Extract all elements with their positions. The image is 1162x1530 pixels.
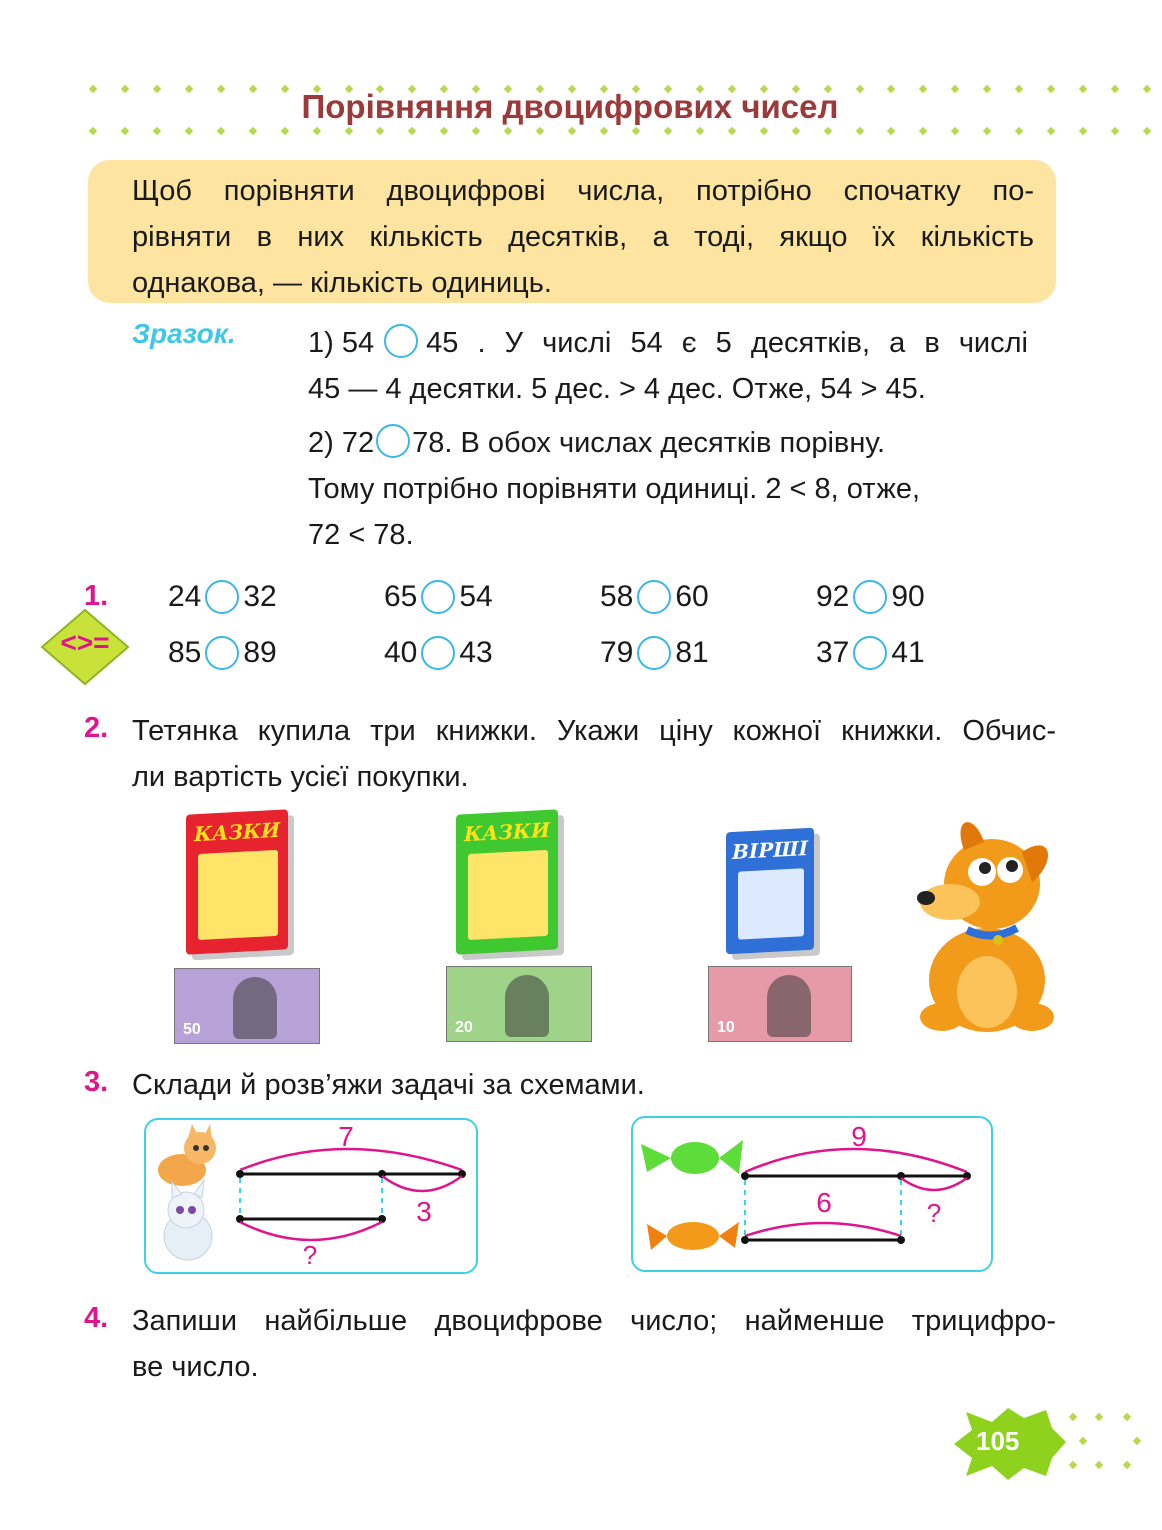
scheme-1-total: 7 xyxy=(338,1121,354,1152)
decor-dot xyxy=(664,127,672,135)
right-number: 54 xyxy=(459,580,493,613)
left-number: 58 xyxy=(600,580,634,613)
book-1 xyxy=(186,809,288,954)
scheme-2 xyxy=(631,1116,993,1272)
book-2 xyxy=(456,809,558,954)
task-4-number: 4. xyxy=(84,1302,109,1334)
banknote-portrait xyxy=(233,977,277,1039)
task-2-line-1: Тетянка купила три книжки. Укажи ціну кожної книжки. Обчис- xyxy=(132,715,1056,747)
rule-line-2: рівняти в них кількість десятків, а тоді, якщо їх кількість xyxy=(132,221,1034,253)
decor-dot xyxy=(472,127,480,135)
decor-dot xyxy=(312,127,320,135)
comparison-pair xyxy=(384,580,493,614)
decor-dot xyxy=(89,127,97,135)
decor-dot xyxy=(791,127,799,135)
decor-dot xyxy=(344,127,352,135)
cat-white-icon xyxy=(164,1180,212,1260)
task-4-line-2: ве число. xyxy=(132,1351,259,1383)
page-number: 105 xyxy=(976,1426,1020,1456)
decor-dot xyxy=(696,127,704,135)
decor-dot xyxy=(1143,127,1151,135)
book-title: ВІРШІ xyxy=(731,836,808,864)
right-number: 60 xyxy=(675,580,709,613)
comparison-circle[interactable] xyxy=(637,580,671,614)
book-cover-art xyxy=(738,868,804,939)
comparison-circle[interactable] xyxy=(376,424,410,458)
decor-dot xyxy=(600,127,608,135)
scheme-2-part: 6 xyxy=(816,1187,832,1218)
rule-text xyxy=(132,168,1034,306)
banknote-value: 50 xyxy=(183,1021,201,1038)
sample-ex2-left: 2) 72 xyxy=(308,427,375,459)
left-number: 37 xyxy=(816,636,850,669)
cat-orange-icon xyxy=(158,1124,216,1186)
decor-dot xyxy=(280,127,288,135)
svg-text:<>=: <>= xyxy=(60,627,110,658)
left-number: 40 xyxy=(384,636,418,669)
decor-dot xyxy=(1015,127,1023,135)
sample-example-2 xyxy=(308,420,920,558)
scheme-2-total: 9 xyxy=(851,1121,867,1152)
decor-dot xyxy=(121,127,129,135)
decor-dot xyxy=(728,127,736,135)
right-number: 89 xyxy=(243,636,277,669)
candy-green-icon xyxy=(641,1140,743,1174)
comparison-pair xyxy=(384,636,493,670)
comparison-pair xyxy=(600,636,709,670)
comparison-circle[interactable] xyxy=(421,580,455,614)
decor-dot xyxy=(504,127,512,135)
decor-dot xyxy=(919,127,927,135)
sample-label: Зразок. xyxy=(132,318,236,349)
left-number: 65 xyxy=(384,580,418,613)
right-number: 90 xyxy=(891,580,925,613)
rule-line-3: однакова, — кількість одиниць. xyxy=(132,267,552,299)
comparison-circle[interactable] xyxy=(637,636,671,670)
candy-orange-icon xyxy=(647,1222,739,1250)
decor-dot xyxy=(759,127,767,135)
decor-dot xyxy=(1047,127,1055,135)
task-4-text xyxy=(132,1298,1056,1390)
decor-dot xyxy=(408,127,416,135)
comparison-pair xyxy=(168,580,277,614)
comparison-circle[interactable] xyxy=(384,324,418,358)
decor-dot xyxy=(1111,127,1119,135)
sample-ex1-left: 1) 54 xyxy=(308,327,375,359)
banknote-20 xyxy=(446,966,592,1042)
sample-ex1-right: 45 . У числі 54 є 5 десятків, а в числі xyxy=(426,327,1028,359)
banknote-portrait xyxy=(767,975,811,1037)
decor-dot xyxy=(1079,127,1087,135)
book-3 xyxy=(726,828,814,955)
puppy-illustration xyxy=(912,812,1062,1037)
sample-ex2-line3: 72 < 78. xyxy=(308,519,414,551)
comparison-circle[interactable] xyxy=(205,636,239,670)
task-3-number: 3. xyxy=(84,1066,109,1098)
decor-dot xyxy=(823,127,831,135)
task-4-line-1: Запиши найбільше двоцифрове число; найменше трицифро- xyxy=(132,1305,1056,1337)
task-1-number: 1. xyxy=(84,580,109,612)
banknote-value: 20 xyxy=(455,1019,473,1036)
comparison-circle[interactable] xyxy=(853,580,887,614)
dots-row-bottom xyxy=(90,124,1150,138)
book-title: КАЗКИ xyxy=(194,817,280,847)
right-number: 41 xyxy=(891,636,925,669)
task-2-text xyxy=(132,708,1056,800)
scheme-1-diff: 3 xyxy=(416,1196,432,1227)
right-number: 32 xyxy=(243,580,277,613)
banknote-value: 10 xyxy=(717,1019,735,1036)
compare-signs-icon xyxy=(40,608,130,686)
rule-line-1: Щоб порівняти двоцифрові числа, потрібно спочатку по- xyxy=(132,175,1034,207)
decor-dot xyxy=(185,127,193,135)
left-number: 79 xyxy=(600,636,634,669)
task-2-line-2: ли вартість усієї покупки. xyxy=(132,761,469,793)
right-number: 81 xyxy=(675,636,709,669)
book-cover-art xyxy=(468,850,548,940)
banknote-50 xyxy=(174,968,320,1044)
page-title: Порівняння двоцифрових чисел xyxy=(301,88,839,125)
left-number: 92 xyxy=(816,580,850,613)
sample-ex2-line2: Тому потрібно порівняти одиниці. 2 < 8, отже, xyxy=(308,473,921,505)
left-number: 24 xyxy=(168,580,202,613)
decor-dot xyxy=(248,127,256,135)
sample-ex2-right: 78. В обох числах десятків порівну. xyxy=(412,427,886,459)
decor-dot xyxy=(153,127,161,135)
banknote-10 xyxy=(708,966,852,1042)
left-number: 85 xyxy=(168,636,202,669)
book-cover-art xyxy=(198,850,278,940)
comparison-pair xyxy=(816,636,925,670)
decor-dot xyxy=(1143,85,1151,93)
task-3-text: Склади й розв’яжи задачі за схемами. xyxy=(132,1069,645,1101)
sample-example-1 xyxy=(308,320,1028,412)
comparison-pair xyxy=(816,580,925,614)
decor-dot xyxy=(632,127,640,135)
task-2-number: 2. xyxy=(84,712,109,744)
sample-ex1-line2: 45 — 4 десятки. 5 дес. > 4 дес. Отже, 54 > 45. xyxy=(308,373,926,405)
decor-dot xyxy=(983,127,991,135)
decor-dot xyxy=(855,127,863,135)
decor-dot xyxy=(376,127,384,135)
decor-dot xyxy=(887,127,895,135)
decor-dot xyxy=(217,127,225,135)
comparison-circle[interactable] xyxy=(421,636,455,670)
decor-dot xyxy=(536,127,544,135)
comparison-pair xyxy=(600,580,709,614)
banknote-portrait xyxy=(505,975,549,1037)
comparison-circle[interactable] xyxy=(205,580,239,614)
right-number: 43 xyxy=(459,636,493,669)
decor-dot xyxy=(440,127,448,135)
scheme-1 xyxy=(144,1118,478,1274)
comparison-circle[interactable] xyxy=(853,636,887,670)
decor-dot xyxy=(951,127,959,135)
decor-dot xyxy=(568,127,576,135)
book-title: КАЗКИ xyxy=(464,817,550,847)
scheme-2-unknown: ? xyxy=(926,1198,942,1228)
scheme-1-unknown: ? xyxy=(302,1240,318,1270)
comparison-pair xyxy=(168,636,277,670)
